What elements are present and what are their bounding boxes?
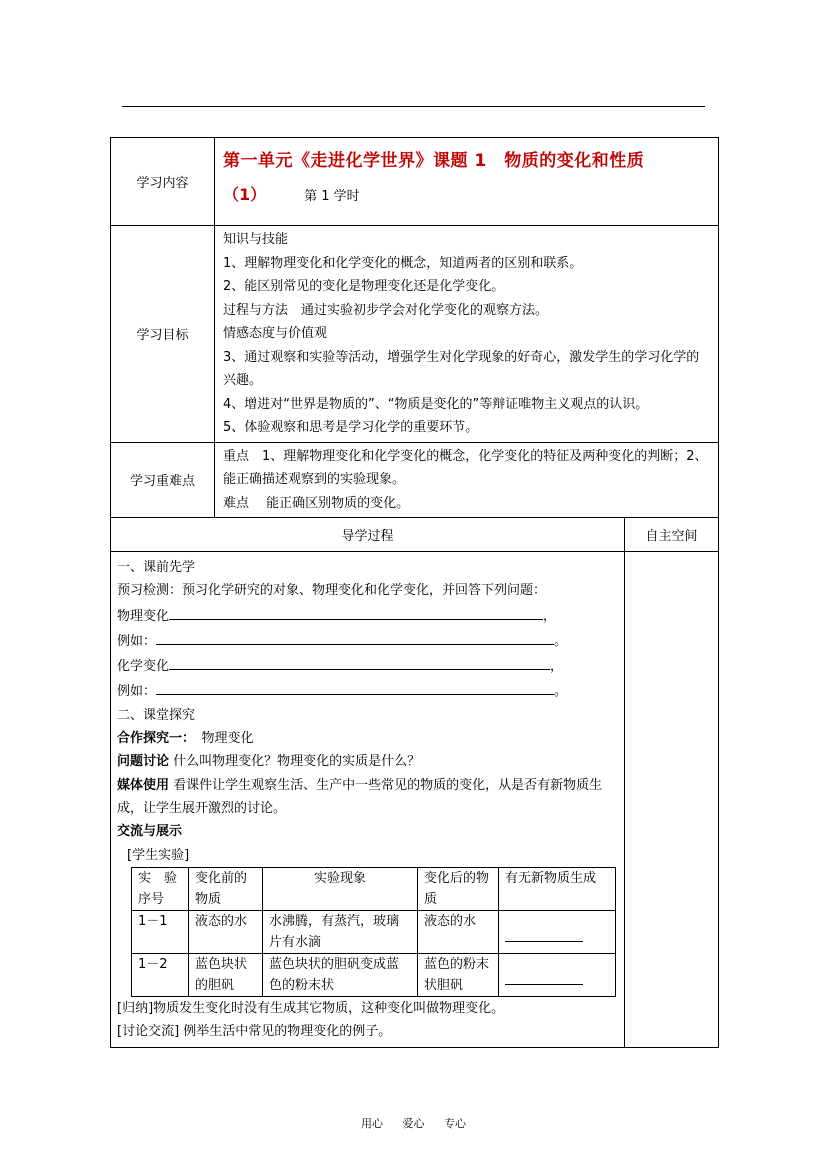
objective-line: 3、通过观察和实验等活动，增强学生对化学现象的好奇心，激发学生的学习化学的兴趣。: [223, 349, 700, 388]
key-point: 重点 1、理解物理变化和化学变化的概念，化学变化的特征及两种变化的判断；2、能正确描述观察到的实验现象。: [223, 448, 708, 487]
lesson-plan-table: [110, 137, 719, 1048]
header-rule: [122, 106, 705, 107]
objective-line: 1、理解物理变化和化学变化的概念，知道两者的区别和联系。: [223, 255, 583, 271]
objective-line: 5、体验观察和思考是学习化学的重要环节。: [223, 420, 479, 435]
key-points-label: 学习重难点: [111, 442, 215, 518]
experiment-header-row: [132, 867, 616, 910]
process-header: 导学过程: [111, 518, 625, 552]
experiment-table: [131, 867, 616, 997]
experiment-label: [学生实验]: [127, 847, 190, 863]
share-heading: 交流与展示: [117, 824, 183, 840]
process-cell: [111, 552, 625, 1048]
footer-text: 用心: [361, 1117, 383, 1130]
objectives-label: 学习目标: [111, 226, 215, 443]
col-header: 有无新物质生成: [499, 867, 616, 910]
table-row: 1－2 蓝色块状的胆矾 蓝色块状的胆矾变成蓝色的粉末状 蓝色的粉末状胆矾: [132, 953, 616, 996]
media-use: 媒体使用 看课件让学生观察生活、生产中一些常见的物质的变化，从是否有新物质生成，让学生展开激烈的讨论。: [117, 777, 603, 816]
page-footer: [0, 1115, 827, 1131]
self-space-cell: [625, 552, 719, 1048]
objective-line: 过程与方法 通过实验初步学会对化学变化的观察方法。: [223, 302, 549, 318]
footer-text: 专心: [444, 1117, 466, 1130]
summary-note: [归纳]物质发生变化时没有生成其它物质，这种变化叫做物理变化。: [117, 1000, 505, 1016]
fill-row: 物理变化 ，: [117, 603, 620, 628]
fill-row: 化学变化 ，: [117, 653, 620, 678]
lesson-number: （1）: [223, 185, 267, 204]
objective-line: 情感态度与价值观: [223, 326, 328, 341]
answer-blank[interactable]: [169, 653, 550, 670]
footer-text: 爱心: [402, 1117, 425, 1130]
objective-line: 2、能区别常见的变化是物理变化还是化学变化。: [223, 279, 505, 294]
answer-blank[interactable]: [156, 628, 554, 645]
self-space-header: 自主空间: [625, 518, 719, 552]
fill-row: 例如： 。: [117, 678, 620, 703]
objective-line: 知识与技能: [223, 232, 289, 247]
col-header: 变化后的物质: [418, 867, 499, 910]
answer-blank[interactable]: [505, 970, 583, 985]
section-class-inquiry: 二、课堂探究: [117, 707, 196, 723]
col-header: 实 验序号: [132, 867, 189, 910]
title-cell: [215, 138, 719, 226]
discussion-note: [讨论交流] 例举生活中常见的物理变化的例子。: [117, 1024, 392, 1040]
answer-blank[interactable]: [505, 927, 583, 942]
question-discussion: 问题讨论 什么叫物理变化？物理变化的实质是什么？: [117, 754, 421, 770]
content-label: 学习内容: [111, 138, 215, 226]
table-row: 1－1 液态的水 水沸腾，有蒸汽，玻璃片有水滴 液态的水: [132, 910, 616, 953]
objective-line: 4、增进对“世界是物质的”、“物质是变化的”等辩证唯物主义观点的认识。: [223, 396, 649, 412]
answer-blank[interactable]: [169, 603, 543, 620]
col-header: 变化前的物质: [189, 867, 263, 910]
key-points-cell: [215, 442, 719, 518]
section-pre-study: 一、课前先学: [117, 560, 196, 575]
difficult-point: 难点 能正确区别物质的变化。: [223, 495, 410, 511]
preview-check: 预习检测：预习化学研究的对象、物理变化和化学变化，并回答下列问题：: [117, 583, 547, 599]
coop-inquiry: 合作探究一： 物理变化: [117, 731, 254, 747]
col-header: 实验现象: [263, 867, 418, 910]
lesson-title: 第一单元《走进化学世界》课题 1 物质的变化和性质: [223, 151, 645, 171]
objectives-cell: [215, 226, 719, 443]
answer-blank[interactable]: [156, 678, 554, 695]
lesson-period: 第 1 学时: [304, 189, 360, 204]
fill-row: 例如： 。: [117, 628, 620, 653]
